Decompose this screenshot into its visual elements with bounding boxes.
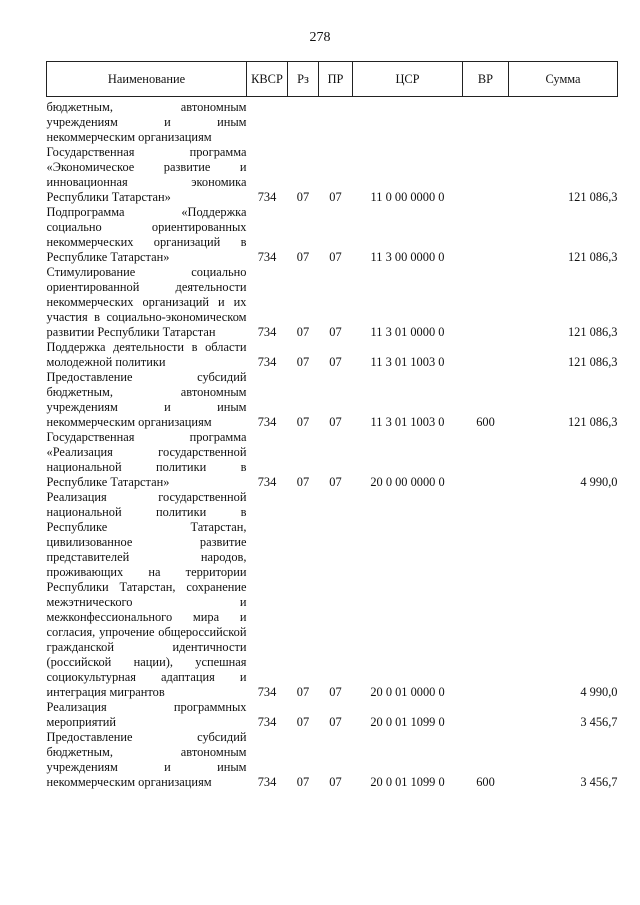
table-row (47, 700, 618, 730)
cell-csr: 11 3 00 0000 0 (370, 250, 445, 264)
cell-pr: 07 (329, 415, 342, 429)
cell-kvsr: 734 (257, 415, 277, 429)
cell-csr: 20 0 01 0000 0 (370, 685, 445, 699)
cell-rz: 07 (296, 325, 310, 339)
cell-vr: 600 (476, 415, 495, 429)
cell-vr (463, 97, 509, 146)
cell-name: Стимулирование социально ориентированной деятельности некоммерческих организаций и их участия в социально-экономическом развитии Республики Татарстан (46, 265, 247, 339)
table-row (47, 205, 618, 265)
cell-kvsr: 734 (257, 355, 277, 369)
cell-vr (463, 700, 509, 730)
header-name: Наименование (47, 62, 247, 97)
cell-pr: 07 (329, 250, 342, 264)
header-csr: ЦСР (353, 62, 463, 97)
cell-csr: 11 3 01 1003 0 (370, 355, 445, 369)
cell-vr (463, 490, 509, 700)
cell-vr (463, 340, 509, 370)
table-row (47, 490, 618, 700)
header-pr: ПР (319, 62, 353, 97)
cell-name: Предоставление субсидий бюджетным, автономным учреждениям и иным некоммерческим организациям (46, 370, 247, 429)
cell-name: Реализация программных мероприятий (46, 700, 247, 729)
cell-vr (463, 430, 509, 490)
cell-kvsr (247, 97, 288, 146)
cell-name: Реализация государственной национальной политики в Республике Татарстан, цивилизованное развитие представителей народов, проживающих на территории Республики Татарстан, сохранение межэтнического и межконфессионального мира и согласия, упрочение общероссийской гражданской идентичности (российской нации), успешная социокультурная адаптация и интеграция мигрантов (46, 490, 247, 699)
cell-csr: 20 0 01 1099 0 (370, 775, 445, 789)
cell-kvsr: 734 (257, 190, 277, 204)
cell-csr: 11 0 00 0000 0 (370, 190, 445, 204)
table-row (47, 265, 618, 340)
cell-kvsr: 734 (257, 475, 277, 489)
header-row (47, 62, 618, 97)
cell-pr: 07 (329, 355, 342, 369)
cell-kvsr: 734 (257, 325, 277, 339)
cell-sum: 121 086,3 (567, 355, 618, 369)
cell-rz: 07 (296, 190, 310, 204)
table-row (47, 97, 618, 146)
table-row (47, 145, 618, 205)
cell-pr: 07 (329, 715, 342, 729)
cell-rz (288, 97, 319, 146)
cell-vr (463, 145, 509, 205)
cell-pr: 07 (329, 190, 342, 204)
cell-rz: 07 (296, 685, 310, 699)
cell-pr: 07 (329, 325, 342, 339)
cell-pr: 07 (329, 475, 342, 489)
header-kvsr: КВСР (247, 62, 288, 97)
cell-sum: 121 086,3 (567, 325, 618, 339)
cell-vr: 600 (476, 775, 495, 789)
cell-rz: 07 (296, 415, 310, 429)
cell-name: Поддержка деятельности в области молодежной политики (46, 340, 247, 369)
cell-pr: 07 (329, 775, 342, 789)
header-vr: ВР (463, 62, 509, 97)
cell-sum: 121 086,3 (567, 250, 618, 264)
cell-vr (463, 265, 509, 340)
cell-sum: 3 456,7 (580, 775, 618, 789)
cell-vr (463, 205, 509, 265)
cell-csr (353, 97, 463, 146)
budget-table (46, 61, 618, 790)
cell-name: Государственная программа «Экономическое развитие и инновационная экономика Республики Татарстан» (46, 145, 247, 204)
cell-csr: 20 0 00 0000 0 (370, 475, 445, 489)
cell-rz: 07 (296, 715, 310, 729)
cell-sum: 121 086,3 (567, 415, 618, 429)
cell-sum (509, 97, 618, 146)
cell-pr: 07 (329, 685, 342, 699)
cell-sum: 3 456,7 (580, 715, 618, 729)
table-row (47, 730, 618, 790)
cell-rz: 07 (296, 250, 310, 264)
cell-kvsr: 734 (257, 715, 277, 729)
table-row (47, 340, 618, 370)
cell-rz: 07 (296, 475, 310, 489)
cell-name: Предоставление субсидий бюджетным, автономным учреждениям и иным некоммерческим организациям (46, 730, 247, 789)
cell-name: бюджетным, автономным учреждениям и иным некоммерческим организациям (46, 100, 247, 144)
header-sum: Сумма (509, 62, 618, 97)
cell-kvsr: 734 (257, 775, 277, 789)
cell-csr: 11 3 01 1003 0 (370, 415, 445, 429)
cell-name: Государственная программа «Реализация государственной национальной политики в Республике Татарстан» (46, 430, 247, 489)
cell-kvsr: 734 (257, 685, 277, 699)
cell-rz: 07 (296, 355, 310, 369)
cell-kvsr: 734 (257, 250, 277, 264)
cell-sum: 4 990,0 (580, 475, 618, 489)
cell-pr (319, 97, 353, 146)
cell-csr: 11 3 01 0000 0 (370, 325, 445, 339)
header-rz: Рз (288, 62, 319, 97)
cell-sum: 121 086,3 (567, 190, 618, 204)
cell-csr: 20 0 01 1099 0 (370, 715, 445, 729)
table-row (47, 430, 618, 490)
page-number: 278 (309, 30, 331, 45)
cell-rz: 07 (296, 775, 310, 789)
table-row (47, 370, 618, 430)
cell-name: Подпрограмма «Поддержка социально ориентированных некоммерческих организаций в Республике Татарстан» (46, 205, 247, 264)
cell-sum: 4 990,0 (580, 685, 618, 699)
